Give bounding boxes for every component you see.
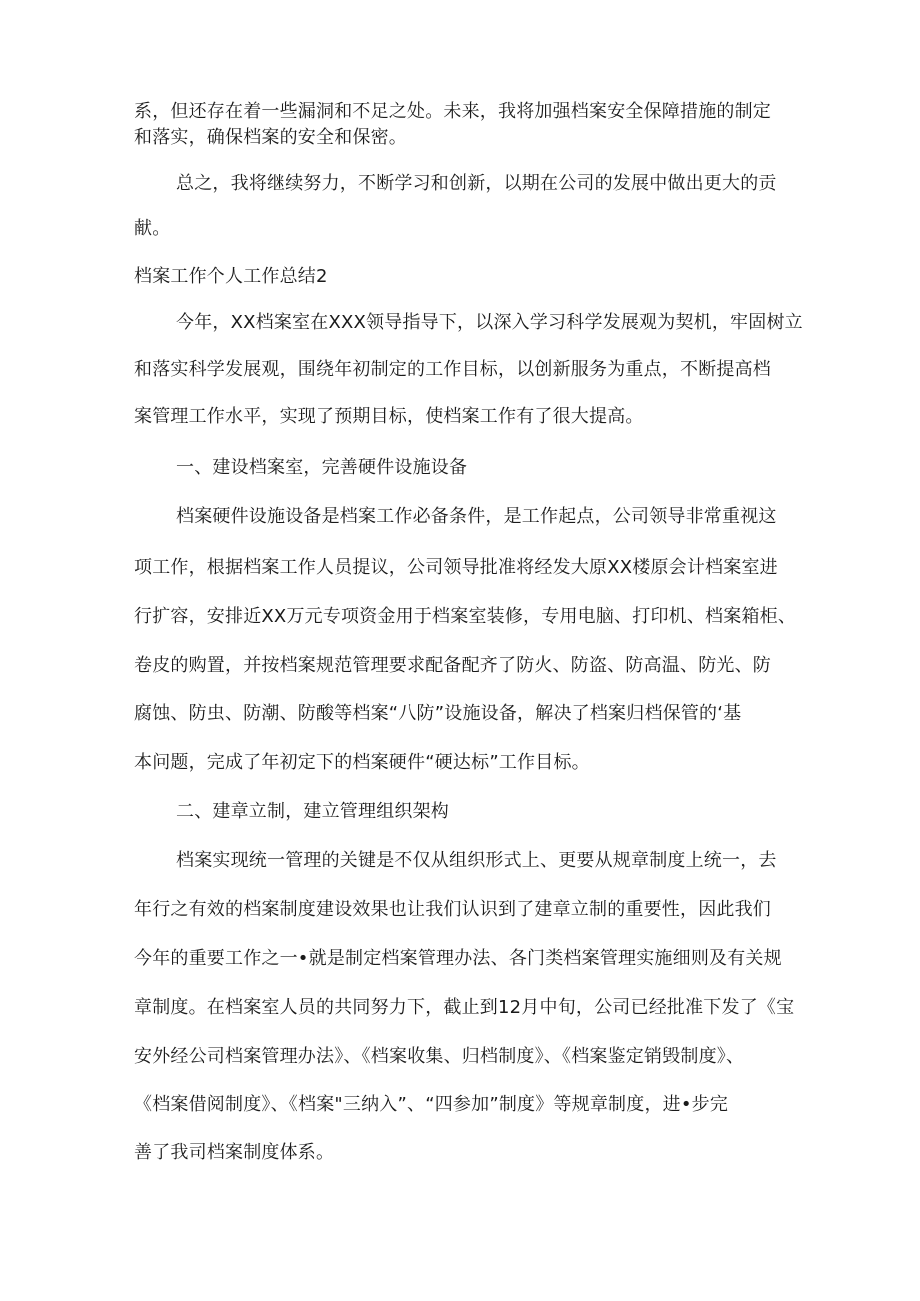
text-line: 和落实，确保档案的安全和保密。 — [134, 127, 407, 148]
paragraph-first-line: 今年，XX档案室在XXX领导指导下，以深入学习科学发展观为契机，牢固树立 — [176, 312, 803, 333]
text-line: 系，但还存在着一些漏洞和不足之处。未来，我将加强档案安全保障措施的制定 — [134, 101, 771, 122]
paragraph-first-line: 档案实现统一管理的关键是不仅从组织形式上、更要从规章制度上统一，去 — [176, 850, 777, 871]
subheading: 一、建设档案室，完善硬件设施设备 — [176, 457, 468, 478]
text-line: 项工作，根据档案工作人员提议，公司领导批准将经发大原XX楼原会计档案室进 — [134, 557, 778, 578]
text-line: 《档案借阅制度》、《档案"三纳入”、“四参加”制度》等规章制度，进•步完 — [134, 1094, 729, 1115]
paragraph-first-line: 档案硬件设施设备是档案工作必备条件，是工作起点，公司领导非常重视这 — [176, 506, 777, 527]
section-title: 档案工作个人工作总结2 — [134, 266, 328, 287]
text-line: 行扩容，安排近XX万元专项资金用于档案室装修，专用电脑、打印机、档案箱柜、 — [134, 606, 797, 627]
text-line: 腐蚀、防虫、防潮、防酸等档案“八防”设施设备，解决了档案归档保管的‘基 — [134, 703, 742, 724]
text-line: 和落实科学发展观，围绕年初制定的工作目标，以创新服务为重点，不断提高档 — [134, 359, 771, 380]
text-line: 章制度。在档案室人员的共同努力下，截止到12月中旬，公司已经批准下发了《宝 — [134, 997, 795, 1018]
paragraph-first-line: 总之，我将继续努力，不断学习和创新，以期在公司的发展中做出更大的贡 — [176, 173, 777, 194]
text-line: 本问题，完成了年初定下的档案硬件“硬达标”工作目标。 — [134, 752, 590, 773]
text-line: 献。 — [134, 218, 171, 239]
subheading: 二、建章立制，建立管理组织架构 — [176, 801, 449, 822]
text-line: 安外经公司档案管理办法》、《档案收集、归档制度》、《档案鉴定销毁制度》、 — [134, 1046, 745, 1067]
text-line: 案管理工作水平，实现了预期目标，使档案工作有了很大提高。 — [134, 406, 644, 427]
text-line: 年行之有效的档案制度建设效果也让我们认识到了建章立制的重要性，因此我们 — [134, 899, 771, 920]
text-line: 今年的重要工作之一•就是制定档案管理办法、各门类档案管理实施细则及有关规 — [134, 948, 782, 969]
text-line: 卷皮的购置，并按档案规范管理要求配备配齐了防火、防盗、防高温、防光、防 — [134, 655, 771, 676]
text-line: 善了我司档案制度体系。 — [134, 1142, 335, 1163]
